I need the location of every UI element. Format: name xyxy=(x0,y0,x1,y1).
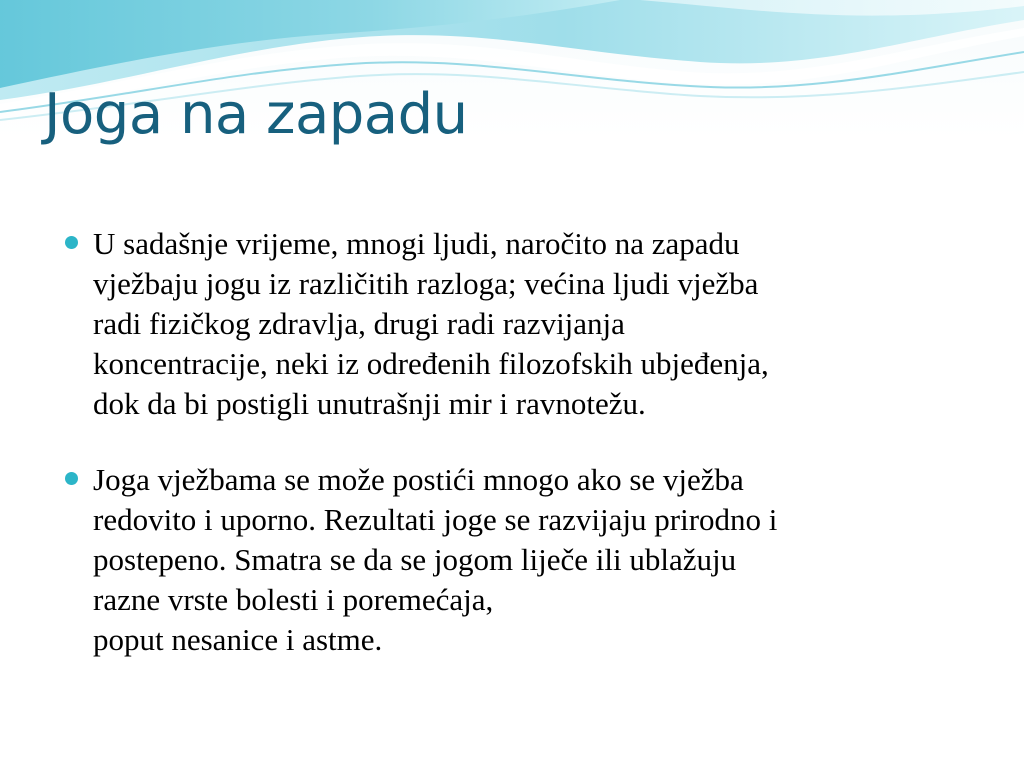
bullet-1-line-4: koncentracije, neki iz određenih filozofskih ubjeđenja, xyxy=(93,346,769,381)
bullet-2-line-5: poput nesanice i astme. xyxy=(93,622,383,657)
bullet-1-line-1: U sadašnje vrijeme, mnogi ljudi, naročito na zapadu xyxy=(93,226,740,261)
bullet-dot-icon xyxy=(65,236,78,249)
bullet-list xyxy=(64,224,984,660)
bullet-2-line-3: postepeno. Smatra se da se jogom liječe ili ublažuju xyxy=(93,542,737,577)
bullet-1-line-3: radi fizičkog zdravlja, drugi radi razvijanja xyxy=(93,306,625,341)
bullet-1-line-2: vježbaju jogu iz različitih razloga; većina ljudi vježba xyxy=(93,266,759,301)
bullet-2-line-2: redovito i uporno. Rezultati joge se razvijaju prirodno i xyxy=(93,502,778,537)
bullet-2-line-1: Joga vježbama se može postići mnogo ako se vježba xyxy=(93,462,744,497)
bullet-2-line-4: razne vrste bolesti i poremećaja, xyxy=(93,582,494,617)
bullet-1-line-5: dok da bi postigli unutrašnji mir i ravnotežu. xyxy=(93,386,646,421)
slide-title: Joga na zapadu xyxy=(44,82,468,147)
bullet-item-1 xyxy=(64,224,984,424)
bullet-dot-icon xyxy=(65,472,78,485)
bullet-item-2 xyxy=(64,460,984,660)
